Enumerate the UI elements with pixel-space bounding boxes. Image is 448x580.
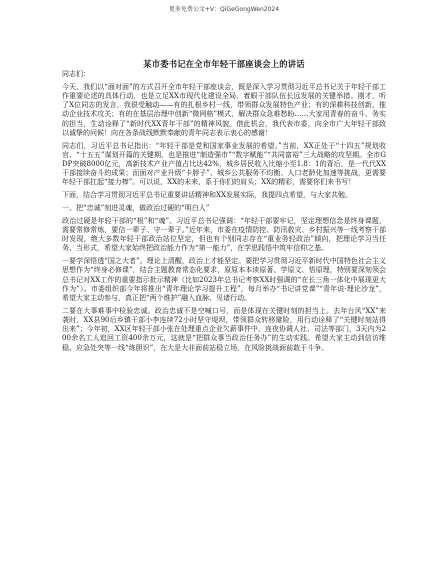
paragraph-context: 同志们，习近平总书记指出：“年轻干部是党和国家事业发展的希望。”当前，XX正处于“十四五”规划收官、“十五五”谋划开篇的关键期，也是推进“制造强市”“数字赋能”“共同富裕”三大战略的攻坚期。全市GDP突破8000亿元，高新技术产业产值占比达42%，城乡居民收入比缩小至1.8：1的背后，是一代代XX干部接续奋斗的成果；而面对产业升级“卡脖子”、城乡公共服务不均衡、人口老龄化加速等挑战，更需要年轻干部扛起“接力棒”。可以说，XX的未来，系于你们的肩头；XX的精彩，需要你们来书写！ [62, 141, 386, 187]
paragraph-point-2: 二要在大事难事中检验忠诚。政治忠诚不是空喊口号，而是体现在关键时刻的担当上。去年台风“XX”来袭时，XX县90后乡镇干部小李连续72小时坚守堤坝，带领群众转移避险，用行动诠释了“关键时刻站得出来”；今年初，XX区年轻干部小张在处理重点企业欠薪事件中，连夜协调人社、司法等部门，3天内为200余名工人追回工资400余万元，这就是“把群众事当政治任务办”的生动实践。希望大家主动到信访维稳、应急处突等一线“练胆识”，在大是大非面前站稳立场，在风险挑战面前敢于斗争。 [62, 306, 386, 352]
paragraph-intro: 今天，我们以“面对面”的方式召开全市年轻干部座谈会，既是深入学习贯彻习近平总书记关于年轻干部工作重要论述的具体行动，也是立足XX市现代化建设全局、着眼干部队伍长远发展的关键举措。刚才，听了X位同志的发言，我很受触动——有的扎根乡村一线，带领群众发展特色产业；有的深耕科技创新，推动企业技术攻关；有的在基层治理中创新“微网格”模式，解决群众急难愁盼……大家用青春的奋斗、务实的担当，生动诠释了“新时代XX青年干部”的精神风貌。借此机会，我代表市委，向全市广大年轻干部致以诚挚的问候！向在各条战线默默奉献的青年同志表示衷心的感谢！ [62, 82, 386, 137]
paragraph-section-1: 政治过硬是年轻干部的“根”和“魂”。习近平总书记强调：“年轻干部要牢记，坚定理想信念是终身课题，需要常修常炼，要信一辈子、守一辈子。”近年来，市委在疫情防控、防汛救灾、乡村振兴等一线考察干部时发现，绝大多数年轻干部政治站位坚定，但也有个别同志存在“重业务轻政治”倾向，把理论学习当任务、当形式，希望大家始终把政治能力作为“第一能力”，在学思践悟中筑牢信仰之基。 [62, 216, 386, 253]
document-title: 某市委书记在全市年轻干部座谈会上的讲话 [143, 59, 305, 69]
page-header: 更多免费公文+V：QiGeGongWen2024 [168, 6, 280, 13]
paragraph-point-1: 一要学深悟透“国之大者”。理论上清醒，政治上才能坚定。要把学习贯彻习近平新时代中国特色社会主义思想作为“终身必修课”，结合主题教育常态化要求，原原本本读原著、学原文、悟原理，特别要深刻领会总书记对XX工作的重要指示批示精神（比如2023年总书记考察XX时强调的“在长三角一体化中展现更大作为”）。市委组织部今年将推出“青年理论学习提升工程”，每月举办“书记讲党课”“青年说·理论沙龙”，希望大家主动参与，真正把“两个维护”融入血脉、见诸行动。 [62, 257, 386, 303]
section-heading-1: 一、把“忠诚”刻进灵魂，做政治过硬的“明白人” [62, 204, 210, 213]
salutation: 同志们： [62, 70, 90, 78]
paragraph-transition: 下面，结合学习贯彻习近平总书记重要讲话精神和XX发展实际，我提四点希望，与大家共勉。 [62, 191, 352, 200]
document-body [62, 70, 386, 356]
